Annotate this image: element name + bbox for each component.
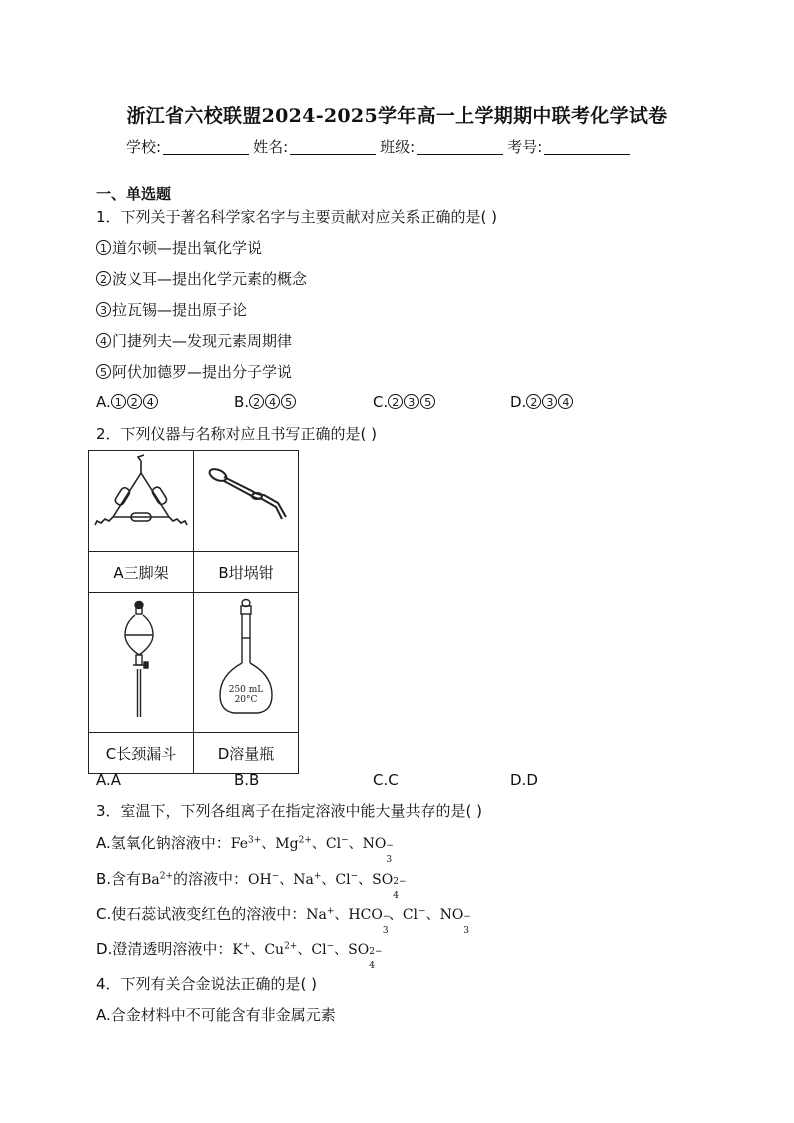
name-blank[interactable] bbox=[290, 138, 376, 155]
q1-item-4 bbox=[96, 330, 292, 351]
clay-triangle-icon bbox=[89, 451, 193, 547]
q3-option-d[interactable]: D.澄清透明溶液中：K+、$Cu^{2+}$、Cl−、SO 2− 4 bbox=[96, 940, 383, 971]
separatory-funnel-icon bbox=[89, 593, 193, 728]
q2-option-c[interactable]: C.C bbox=[373, 771, 399, 789]
exam-number-blank[interactable] bbox=[544, 138, 630, 155]
q1-stem: 1．下列关于著名科学家名字与主要贡献对应关系正确的是( ) bbox=[96, 208, 498, 226]
section-heading: 一、单选题 bbox=[96, 185, 172, 203]
volumetric-flask-icon bbox=[194, 593, 298, 728]
school-label: 学校: bbox=[126, 138, 162, 156]
q2-option-a[interactable]: A.A bbox=[96, 771, 122, 789]
q2-stem: 2．下列仪器与名称对应且书写正确的是( ) bbox=[96, 425, 378, 443]
exam-number-label: 考号: bbox=[507, 138, 543, 156]
q1-option-a[interactable]: A. 1 2 4 bbox=[96, 393, 159, 411]
circled-number: 2 bbox=[96, 271, 111, 286]
tongs-image-cell bbox=[194, 451, 299, 552]
q2-option-d[interactable]: D.D bbox=[510, 771, 538, 789]
exam-title: 浙江省六校联盟2024-2025学年高一上学期期中联考化学试卷 bbox=[126, 105, 668, 127]
q1-option-c[interactable]: C. 2 3 5 bbox=[373, 393, 436, 411]
circled-number: 3 bbox=[96, 302, 111, 317]
circled-number: 4 bbox=[96, 333, 111, 348]
q1-item-text: 门捷列夫—发现元素周期律 bbox=[112, 332, 293, 350]
flask-temp-text: 20°C bbox=[234, 695, 258, 705]
instrument-table bbox=[88, 450, 299, 774]
student-info-fields bbox=[126, 136, 634, 157]
label-b: B坩埚钳 bbox=[194, 552, 299, 593]
q1-item-3 bbox=[96, 299, 247, 320]
q4-option-a[interactable]: A.合金材料中不可能含有非金属元素 bbox=[96, 1006, 336, 1024]
q1-item-2 bbox=[96, 268, 307, 289]
school-blank[interactable] bbox=[163, 138, 249, 155]
class-label: 班级: bbox=[380, 138, 416, 156]
flask-image-cell bbox=[194, 593, 299, 733]
q1-item-text: 道尔顿—提出氧化学说 bbox=[112, 239, 263, 257]
q4-stem: 4．下列有关合金说法正确的是( ) bbox=[96, 975, 318, 993]
q1-option-b[interactable]: B. 2 4 5 bbox=[234, 393, 297, 411]
label-a: A三脚架 bbox=[89, 552, 194, 593]
q1-item-text: 阿伏加德罗—提出分子学说 bbox=[112, 363, 293, 381]
circled-number: 1 bbox=[96, 240, 111, 255]
label-c: C长颈漏斗 bbox=[89, 733, 194, 774]
q3-option-c[interactable]: C.使石蕊试液变红色的溶液中：Na+、HCO − 3 、Cl−、NO − 3 bbox=[96, 905, 471, 936]
name-label: 姓名: bbox=[253, 138, 289, 156]
q3-option-b[interactable]: B.含有$Ba^{2+}$的溶液中：OH−、Na+、Cl−、SO 2− 4 bbox=[96, 870, 407, 901]
q3-stem: 3．室温下，下列各组离子在指定溶液中能大量共存的是( ) bbox=[96, 802, 483, 820]
class-blank[interactable] bbox=[417, 138, 503, 155]
q1-item-text: 拉瓦锡—提出原子论 bbox=[112, 301, 248, 319]
q3-option-a[interactable]: A.氢氧化钠溶液中：$Fe^{3+}$、$Mg^{2+}$、Cl−、NO − 3 bbox=[96, 834, 394, 865]
q1-item-1 bbox=[96, 237, 262, 258]
q2-option-b[interactable]: B.B bbox=[234, 771, 260, 789]
circled-number: 5 bbox=[96, 364, 111, 379]
crucible-tongs-icon bbox=[194, 451, 298, 547]
label-d: D溶量瓶 bbox=[194, 733, 299, 774]
q1-item-5 bbox=[96, 361, 292, 382]
q1-item-text: 波义耳—提出化学元素的概念 bbox=[112, 270, 308, 288]
q1-option-d[interactable]: D. 2 3 4 bbox=[510, 393, 574, 411]
funnel-image-cell bbox=[89, 593, 194, 733]
tripod-image-cell bbox=[89, 451, 194, 552]
flask-volume-text: 250 mL bbox=[228, 685, 264, 695]
